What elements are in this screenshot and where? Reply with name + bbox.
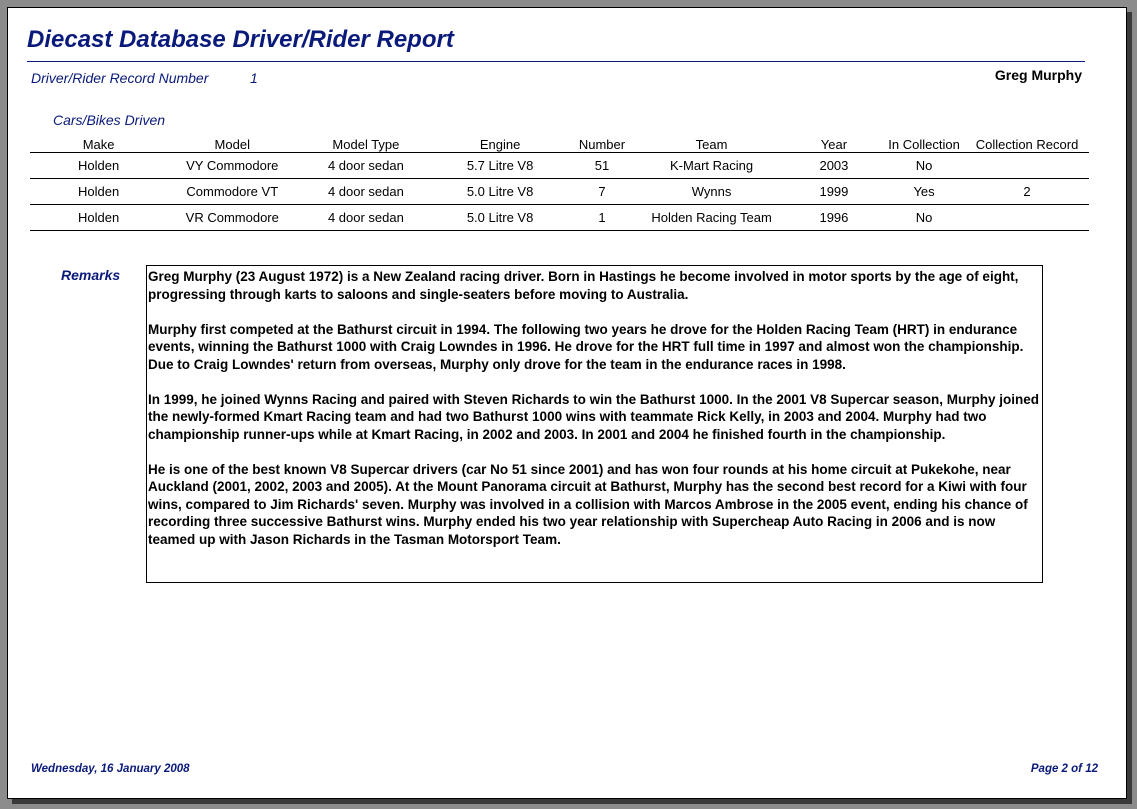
- cell-collection-record: 2: [965, 179, 1089, 205]
- column-header-engine: Engine: [435, 133, 566, 153]
- cell-year: 1996: [785, 205, 883, 231]
- report-page: [7, 7, 1127, 799]
- record-number-label: Driver/Rider Record Number: [31, 70, 209, 86]
- cell-collection-record: [965, 153, 1089, 179]
- cell-model: VR Commodore: [167, 205, 297, 231]
- cell-make: Holden: [30, 153, 167, 179]
- table-header-row: [30, 133, 1089, 153]
- cell-team: Wynns: [638, 179, 784, 205]
- cell-number: 7: [566, 179, 639, 205]
- cell-model: Commodore VT: [167, 179, 297, 205]
- table-row: [30, 153, 1089, 179]
- remarks-paragraph: Murphy first competed at the Bathurst circuit in 1994. The following two years he drove for the Holden Racing Team (HRT) in endurance events, winning the Bathurst 1000 with Craig Lowndes in 1996. He drove for the HRT full time in 1997 and almost won the championship. Due to Craig Lowndes' return from overseas, Murphy only drove for the team in the endurance races in 1998.: [148, 321, 1024, 372]
- cell-number: 51: [566, 153, 639, 179]
- cell-in-collection: Yes: [883, 179, 965, 205]
- cell-make: Holden: [30, 179, 167, 205]
- driver-name: Greg Murphy: [994, 67, 1082, 83]
- cell-model-type: 4 door sedan: [297, 205, 434, 231]
- remarks-label: Remarks: [61, 267, 121, 283]
- cell-collection-record: [965, 205, 1089, 231]
- column-header-model-type: Model Type: [297, 133, 434, 153]
- footer-page-number: Page 2 of 12: [1030, 763, 1098, 775]
- table-row: [30, 205, 1089, 231]
- footer-date: Wednesday, 16 January 2008: [31, 763, 190, 775]
- cell-model-type: 4 door sedan: [297, 179, 434, 205]
- cell-engine: 5.7 Litre V8: [435, 153, 566, 179]
- cell-team: Holden Racing Team: [638, 205, 784, 231]
- table-row: [30, 179, 1089, 205]
- column-header-team: Team: [638, 133, 784, 153]
- cars-section-label: Cars/Bikes Driven: [53, 112, 166, 128]
- cars-table: [30, 133, 1089, 231]
- cell-model-type: 4 door sedan: [297, 153, 434, 179]
- record-number-value: 1: [250, 70, 258, 86]
- column-header-year: Year: [785, 133, 883, 153]
- remarks-paragraph: In 1999, he joined Wynns Racing and paired with Steven Richards to win the Bathurst 1000. In the 2001 V8 Supercar season, Murphy joined the newly-formed Kmart Racing team and had two Bathurst 1000 wins with teammate Rick Kelly, in 2003 and 2004. Murphy had two championship runner-ups while at Kmart Racing, in 2002 and 2003. In 2001 and 2004 he finished fourth in the championship.: [148, 391, 1039, 442]
- cell-team: K-Mart Racing: [638, 153, 784, 179]
- column-header-number: Number: [566, 133, 639, 153]
- remarks-paragraph: Greg Murphy (23 August 1972) is a New Zealand racing driver. Born in Hastings he become involved in motor sports by the age of eight, progressing through karts to saloons and single-seaters before moving to Australia.: [148, 269, 1019, 302]
- cell-model: VY Commodore: [167, 153, 297, 179]
- cell-engine: 5.0 Litre V8: [435, 205, 566, 231]
- cell-engine: 5.0 Litre V8: [435, 179, 566, 205]
- cell-in-collection: No: [883, 153, 965, 179]
- cell-number: 1: [566, 205, 639, 231]
- remarks-paragraph: He is one of the best known V8 Supercar drivers (car No 51 since 2001) and has won four rounds at his home circuit at Pukekohe, near Auckland (2001, 2002, 2003 and 2005). At the Mount Panorama circuit at Bathurst, Murphy has the second best record for a Kiwi with four wins, compared to Jim Richards' seven. Murphy was involved in a collision with Marcos Ambrose in the 2005 event, ending his chance of recording three successive Bathurst wins. Murphy ended his two year relationship with Supercheap Auto Racing in 2006 and is now teamed up with Jason Richards in the Tasman Motorsport Team.: [148, 461, 1028, 547]
- cell-year: 2003: [785, 153, 883, 179]
- column-header-make: Make: [30, 133, 167, 153]
- column-header-model: Model: [167, 133, 297, 153]
- title-divider: [27, 61, 1085, 62]
- remarks-text-box: [146, 265, 1043, 583]
- report-title: Diecast Database Driver/Rider Report: [27, 26, 454, 53]
- column-header-in-collection: In Collection: [883, 133, 965, 153]
- cell-make: Holden: [30, 205, 167, 231]
- column-header-collection-record: Collection Record: [965, 133, 1089, 153]
- cell-year: 1999: [785, 179, 883, 205]
- cell-in-collection: No: [883, 205, 965, 231]
